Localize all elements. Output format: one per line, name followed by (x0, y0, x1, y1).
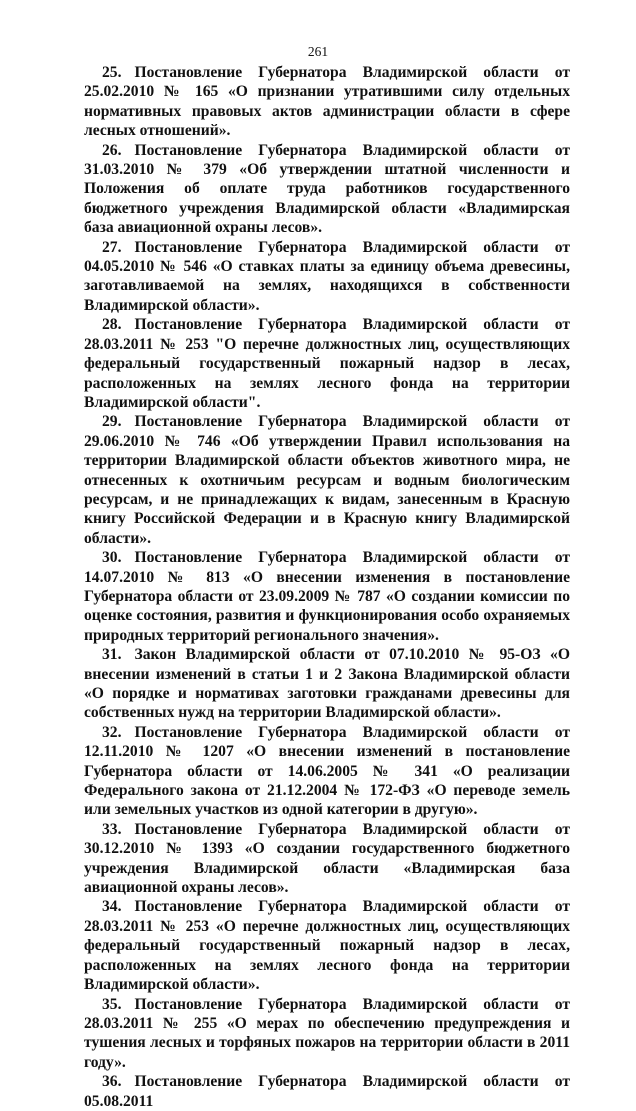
item-text: Постановление Губернатора Владимирской области от 12.11.2010 № 1207 «О внесении изменений в постановление Губернатора области от 14.06.2005 № 341 «О реализации Федерального закона от 21.12.2004 № 172-ФЗ «О переводе земель или земельных участков из одной категории в другую». (84, 723, 570, 819)
list-item (84, 645, 570, 723)
item-number: 25. (102, 64, 122, 81)
document-body (84, 63, 570, 1111)
list-item (84, 548, 570, 645)
list-item (84, 995, 570, 1073)
list-item (84, 820, 570, 898)
list-item (84, 238, 570, 316)
item-number: 32. (102, 723, 122, 741)
list-item (84, 897, 570, 994)
item-number: 29. (102, 413, 122, 431)
item-number: 36. (102, 1073, 122, 1091)
item-text: Постановление Губернатора Владимирской области от 14.07.2010 № 813 «О внесении изменения в постановление Губернатора области от 23.09.2009 № 787 «О создании комиссии по оценке состояния, развития и функционирования особо охраняемых природных территорий регионального значения». (84, 549, 570, 644)
item-text: Постановление Губернатора Владимирской области от 25.02.2010 № 165 «О признании утратившими силу отдельных нормативных правовых актов администрации области в сфере лесных отношений». (84, 64, 570, 140)
item-number: 33. (102, 820, 122, 838)
list-item (84, 141, 570, 238)
item-text: Постановление Губернатора Владимирской области от 04.05.2010 № 546 «О ставках платы за единицу объема древесины, заготавливаемой на землях, находящихся в собственности Владимирской области». (84, 238, 570, 314)
item-text: Постановление Губернатора Владимирской области от 05.08.2011 (84, 1073, 570, 1110)
list-item (84, 412, 570, 548)
item-number: 34. (102, 898, 122, 916)
list-item (84, 1072, 570, 1111)
item-number: 30. (102, 549, 122, 567)
item-text: Закон Владимирской области от 07.10.2010 № 95-ОЗ «О внесении изменений в статьи 1 и 2 Закона Владимирской области «О порядке и нормативах заготовки гражданами древесины для собственных нужд на территории Владимирской области». (84, 646, 570, 722)
item-text: Постановление Губернатора Владимирской области от 28.03.2011 № 253 "О перечне должностных лиц, осуществляющих федеральный государственный пожарный надзор в лесах, расположенных на землях лесного фонда на территории Владимирской области". (84, 316, 570, 411)
item-number: 35. (102, 995, 122, 1013)
item-number: 31. (102, 646, 122, 664)
list-item (84, 315, 570, 412)
item-text: Постановление Губернатора Владимирской области от 31.03.2010 № 379 «Об утверждении штатной численности и Положения об оплате труда работников государственного бюджетного учреждения Владимирской области «Владимирская база авиационной охраны лесов». (84, 141, 570, 237)
item-text: Постановление Губернатора Владимирской области от 28.03.2011 № 253 «О перечне должностных лиц, осуществляющих федеральный государственный пожарный надзор в лесах, расположенных на землях лесного фонда на территории Владимирской области». (84, 898, 570, 994)
list-item (84, 63, 570, 141)
item-text: Постановление Губернатора Владимирской области от 28.03.2011 № 255 «О мерах по обеспечению предупреждения и тушения лесных и торфяных пожаров на территории области в 2011 году». (84, 995, 570, 1071)
item-text: Постановление Губернатора Владимирской области от 30.12.2010 № 1393 «О создании государственного бюджетного учреждения Владимирской области «Владимирская база авиационной охраны лесов». (84, 820, 570, 897)
item-text: Постановление Губернатора Владимирской области от 29.06.2010 № 746 «Об утверждении Правил использования на территории Владимирской области объектов животного мира, не отнесенных к охотничьим ресурсам и водным биологическим ресурсам, и не принадлежащих к видам, занесенным в Красную книгу Российской Федерации и в Красную книгу Владимирской области». (84, 413, 570, 547)
item-number: 26. (102, 141, 122, 159)
page-number: 261 (307, 44, 329, 59)
item-number: 28. (102, 316, 122, 334)
item-number: 27. (102, 238, 122, 256)
list-item (84, 723, 570, 820)
